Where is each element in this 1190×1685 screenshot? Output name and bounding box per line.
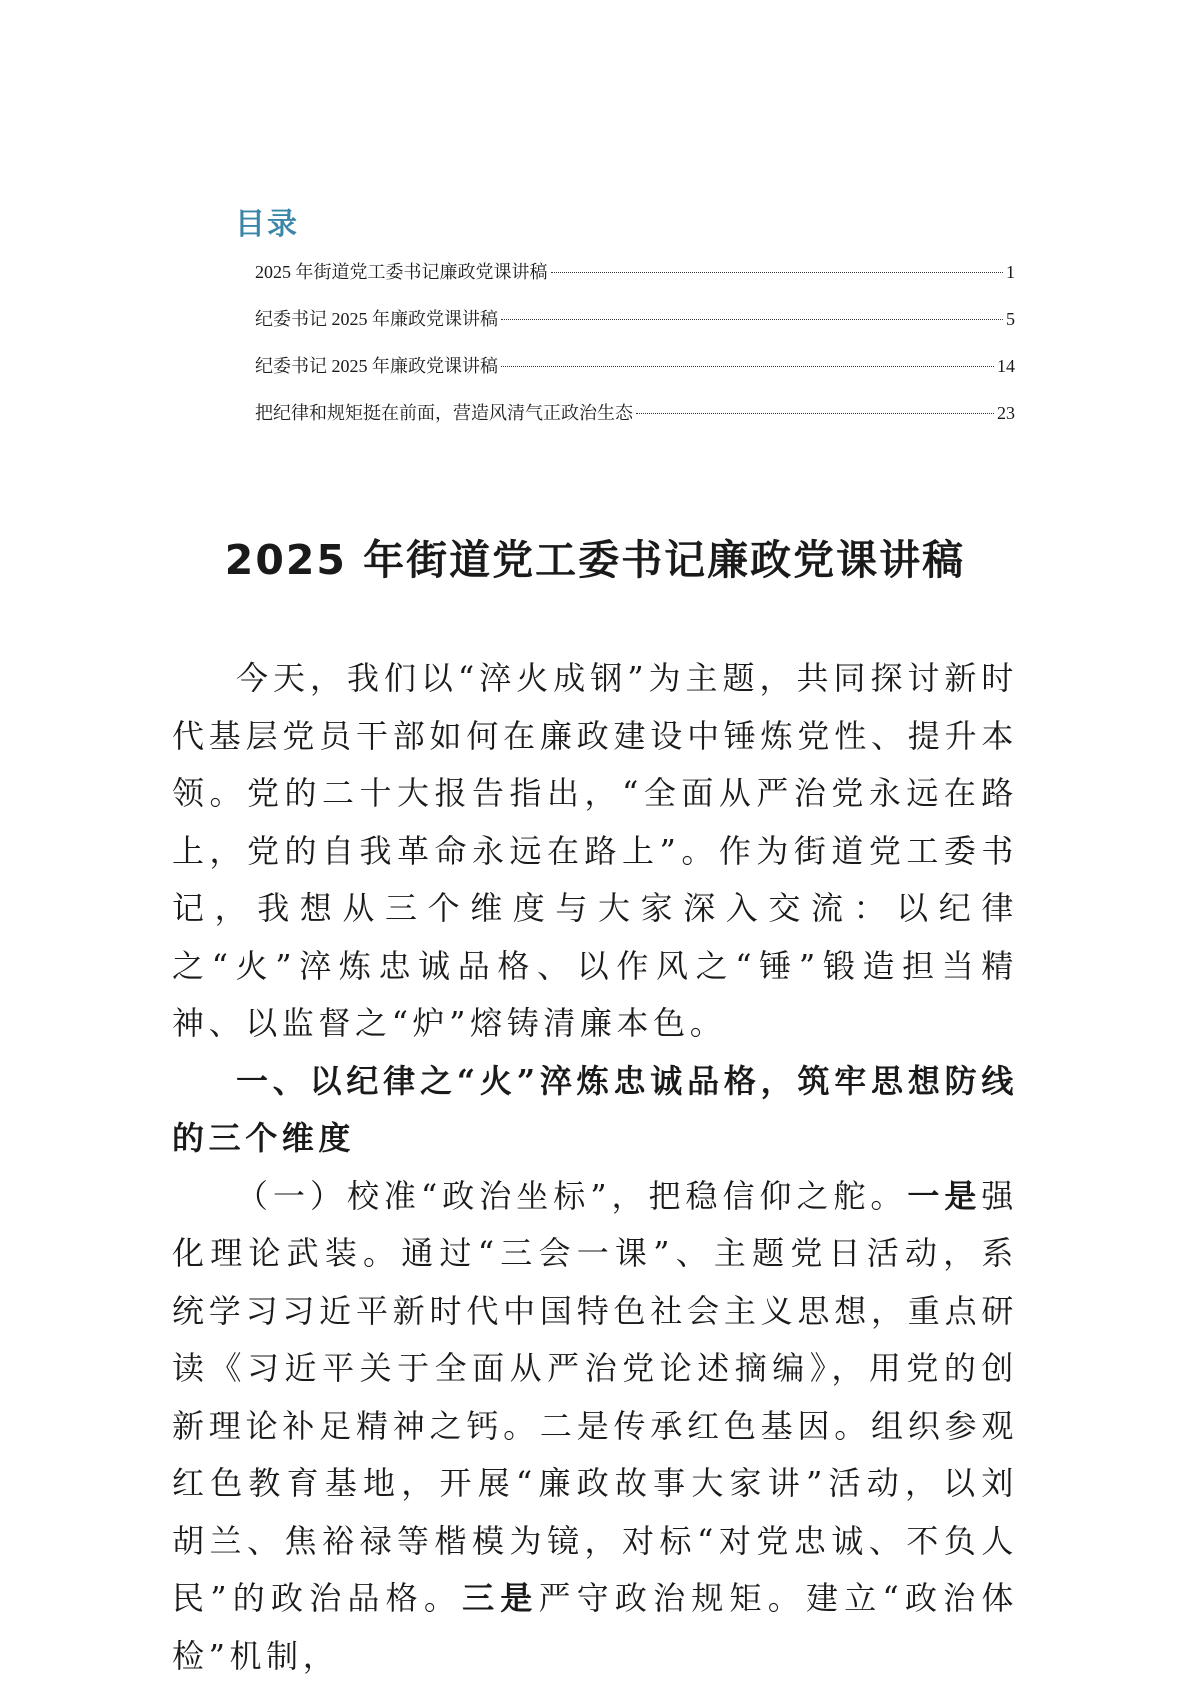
intro-paragraph: 今天，我们以“淬火成钢”为主题，共同探讨新时代基层党员干部如何在廉政建设中锤炼党性、提升本领。党的二十大报告指出，“全面从严治党永远在路上，党的自我革命永远在路上”。作为街道党工委书记，我想从三个维度与大家深入交流：以纪律之“火”淬炼忠诚品格、以作风之“锤”锻造担当精神、以监督之“炉”熔铸清廉本色。 xyxy=(172,650,1018,1053)
toc-entry-title: 纪委书记 2025 年廉政党课讲稿 xyxy=(255,304,498,334)
toc-entry-page: 1 xyxy=(1006,257,1015,287)
toc-entry-page: 23 xyxy=(997,398,1015,428)
table-of-contents xyxy=(235,205,1015,445)
subsection-paragraph xyxy=(172,1168,1018,1685)
toc-heading: 目录 xyxy=(235,205,1015,245)
toc-entry[interactable] xyxy=(255,257,1015,287)
point-label: 一是 xyxy=(907,1177,981,1215)
section-heading: 一、以纪律之“火”淬炼忠诚品格，筑牢思想防线的三个维度 xyxy=(172,1053,1018,1168)
toc-entry-title: 纪委书记 2025 年廉政党课讲稿 xyxy=(255,351,498,381)
toc-list xyxy=(235,257,1015,428)
toc-entry[interactable] xyxy=(255,304,1015,334)
toc-leader-dots xyxy=(551,271,1004,273)
toc-entry-page: 5 xyxy=(1006,304,1015,334)
point-label: 二是 xyxy=(540,1407,614,1445)
subsection-lead: （一）校准“政治坐标”，把稳信仰之舵。 xyxy=(236,1177,907,1215)
toc-leader-dots xyxy=(636,412,994,414)
toc-leader-dots xyxy=(501,365,994,367)
point-label: 三是 xyxy=(462,1579,538,1617)
toc-leader-dots xyxy=(501,318,1003,320)
toc-entry-page: 14 xyxy=(997,351,1015,381)
toc-entry-title: 2025 年街道党工委书记廉政党课讲稿 xyxy=(255,257,548,287)
toc-entry[interactable] xyxy=(255,351,1015,381)
point-text: 强化理论武装。通过“三会一课”、主题党日活动，系统学习习近平新时代中国特色社会主义思想，重点研读《习近平关于全面从严治党论述摘编》，用党的创新理论补足精神之钙。 xyxy=(172,1177,1018,1445)
document-body xyxy=(172,650,1018,1685)
document-title: 2025 年街道党工委书记廉政党课讲稿 xyxy=(0,530,1190,590)
point-text: 传承红色基因。组织参观红色教育基地，开展“廉政故事大家讲”活动，以刘胡兰、焦裕禄等楷模为镜，对标“对党忠诚、不负人民”的政治品格。 xyxy=(172,1407,1018,1618)
point-text: 严守政治规矩。建立“政治体检”机制， xyxy=(172,1579,1018,1675)
toc-entry[interactable] xyxy=(255,398,1015,428)
toc-entry-title: 把纪律和规矩挺在前面，营造风清气正政治生态 xyxy=(255,398,633,428)
